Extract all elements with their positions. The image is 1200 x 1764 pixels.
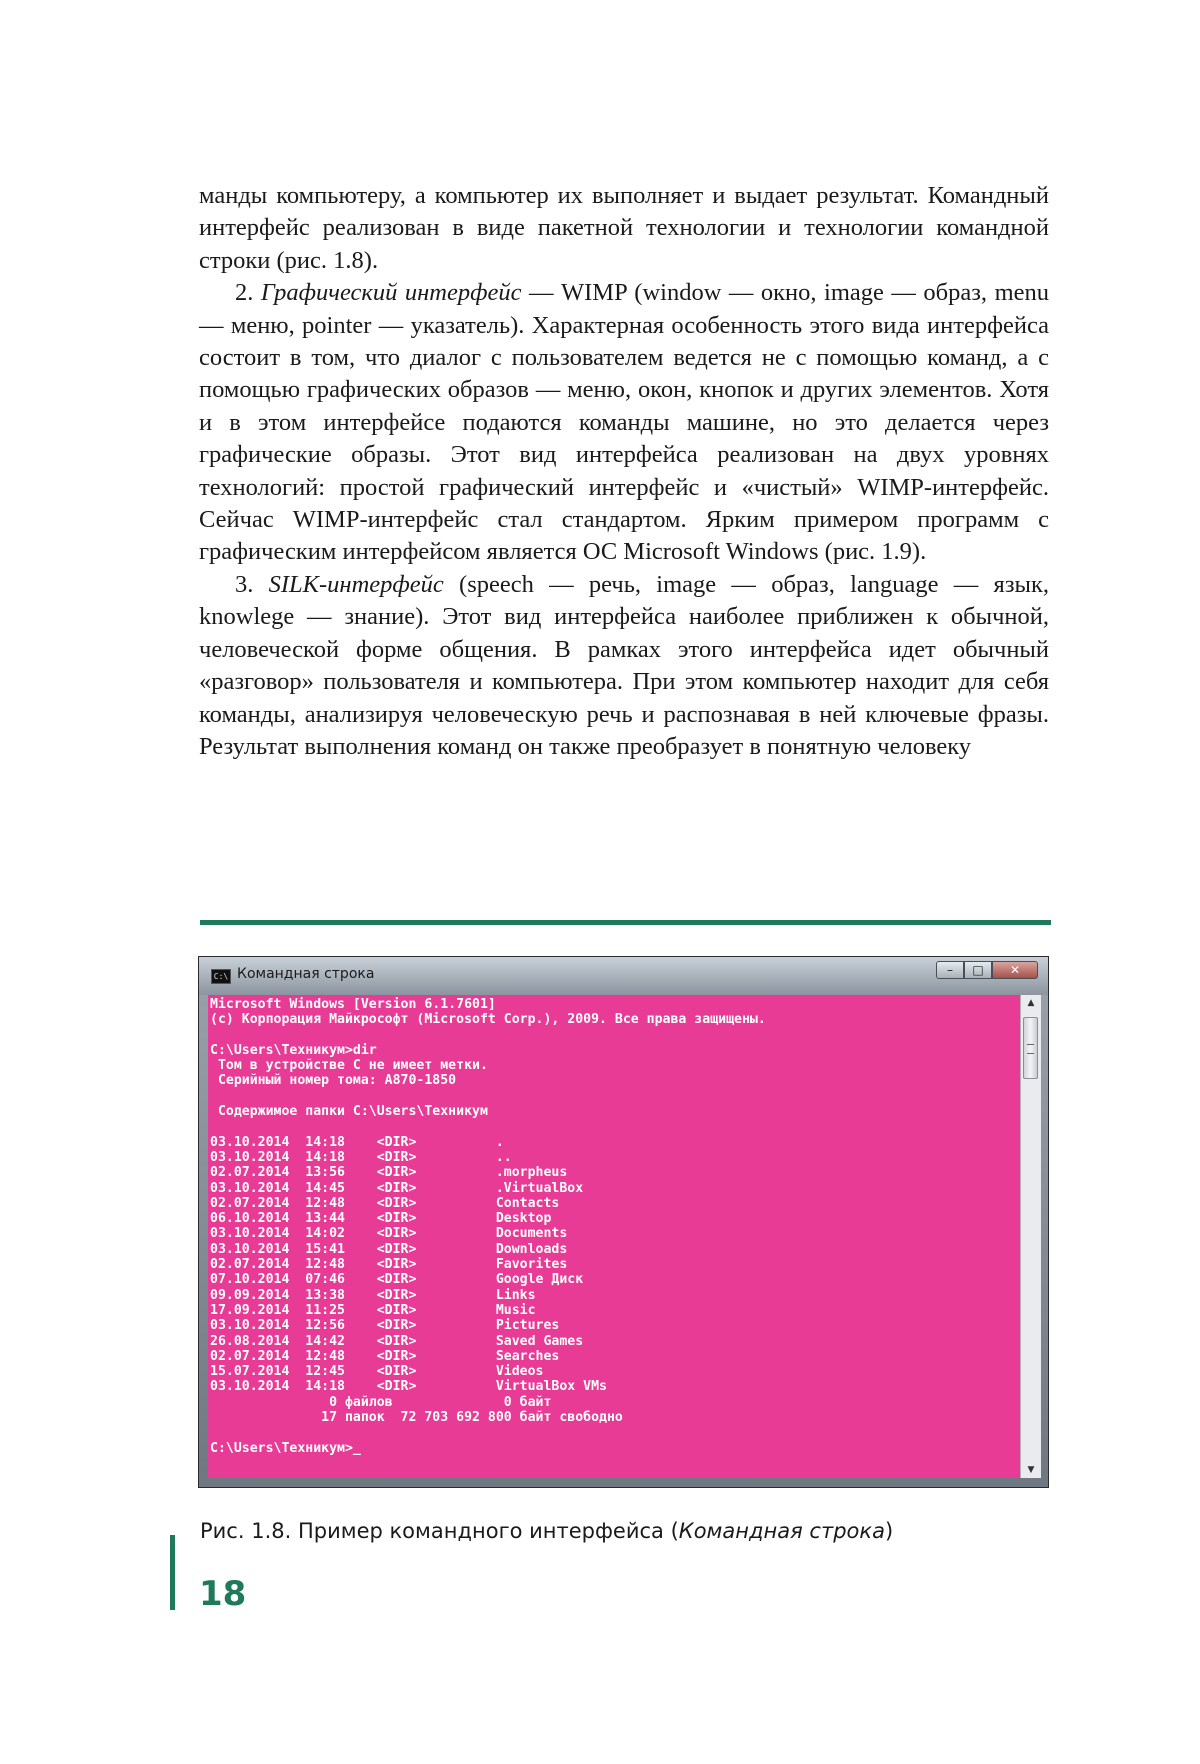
term-silk-interface: SILK-интерфейс [268, 570, 444, 598]
minimize-button[interactable]: – [936, 961, 964, 979]
command-prompt-window [198, 956, 1049, 1488]
caption-italic: Командная строка [678, 1519, 885, 1543]
console-icon: C:\ [211, 969, 231, 984]
paragraph-1-text: манды компьютеру, а компьютер их выполняет и выдает результат. Командный интерфейс реализован в виде пакетной технологии и технологии командной строки (рис. 1.8). [199, 182, 1049, 274]
paragraph-3-number: 3. [235, 570, 269, 598]
console-text: Microsoft Windows [Version 6.1.7601] (c) Корпорация Майкрософт (Microsoft Corp.), 2009. Все права защищены. C:\Users\Техникум>dir Том в устройстве C не имеет метки. Серийный номер тома: A870-1850 Содержимое папки C:\Users\Техникум 03.10.2014 14:18 <DIR> . 03.10.2014 14:18 <DIR> .. 02.07.2014 13:56 <DIR> .morpheus 03.10.2014 14:45 <DIR> .VirtualBox 02.07.2014 12:48 <DIR> Contacts 06.10.2014 13:44 <DIR> Desktop 03.10.2014 14:02 <DIR> Documents 03.10.2014 15:41 <DIR> Downloads 02.07.2014 12:48 <DIR> Favorites 07.10.2014 07:46 <DIR> Google Диск 09.09.2014 13:38 <DIR> Links 17.09.2014 11:25 <DIR> Music 03.10.2014 12:56 <DIR> Pictures 26.08.2014 14:42 <DIR> Saved Games 02.07.2014 12:48 <DIR> Searches 15.07.2014 12:45 <DIR> Videos 03.10.2014 14:18 <DIR> VirtualBox VMs 0 файлов 0 байт 17 папок 72 703 692 800 байт свободно C:\Users\Техникум>_ [210, 997, 766, 1456]
scroll-thumb[interactable] [1023, 1017, 1038, 1079]
paragraph-2-text: — WIMP (window — окно, image — образ, menu — меню, pointer — указатель). Характерная особенность этого вида интерфейса состоит в том, что диалог с пользователем ведется не с помощью команд, а с помощью графических образов — меню, окон, кнопок и других элементов. Хотя и в этом интерфейсе подаются команды машине, но это делается через графические образы. Этот вид интерфейса реализован на двух уровнях технологий: простой графический интерфейс и «чистый» WIMP-интерфейс. Сейчас WIMP-интерфейс стал стандартом. Ярким примером программ с графическим интерфейсом является ОС Microsoft Windows (рис. 1.9). [199, 279, 1049, 566]
caption-suffix: ) [884, 1519, 894, 1543]
maximize-button[interactable]: □ [964, 961, 992, 979]
paragraph-3 [199, 569, 1049, 763]
window-title: Командная строка [237, 966, 375, 982]
vertical-scrollbar[interactable] [1020, 995, 1041, 1478]
window-controls [936, 961, 1038, 981]
scroll-up-arrow-icon[interactable]: ▲ [1027, 998, 1035, 1008]
window-titlebar[interactable] [199, 957, 1048, 995]
caption-prefix: Рис. 1.8. Пример командного интерфейса ( [200, 1519, 679, 1543]
close-button[interactable]: ✕ [992, 961, 1038, 979]
paragraph-2-number: 2. [235, 279, 261, 307]
paragraph-2 [199, 277, 1049, 569]
page-number: 18 [199, 1574, 247, 1614]
grip-icon [1027, 1044, 1034, 1054]
paragraph-3-text: (speech — речь, image — образ, language — язык, knowlege — знание). Этот вид интерфейса наиболее приближен к обычной, человеческой форме общения. В рамках этого интерфейса идет обычный «разговор» пользователя и компьютера. При этом компьютер находит для себя команды, анализируя человеческую речь и распознавая в ней ключевые фразы. Результат выполнения команд он также преобразует в понятную человеку [199, 570, 1049, 760]
console-output[interactable] [208, 995, 1020, 1478]
paragraph-1 [199, 180, 1049, 277]
page-side-bar [170, 1535, 175, 1610]
figure-top-rule [200, 920, 1051, 925]
term-graphical-interface: Графический интерфейс [260, 279, 522, 307]
figure-caption [200, 1519, 893, 1543]
scroll-down-arrow-icon[interactable]: ▼ [1027, 1465, 1035, 1475]
body-text [199, 180, 1049, 763]
